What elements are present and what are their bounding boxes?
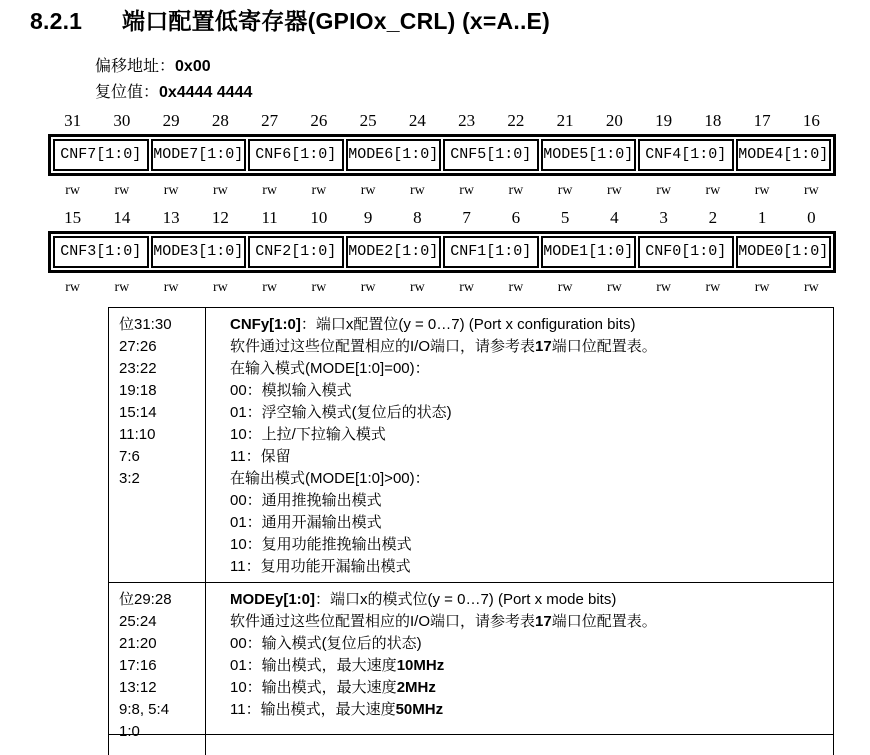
reset-value-label: 复位值： xyxy=(95,84,160,101)
bit-number: 23 xyxy=(458,111,476,130)
bit-number: 7 xyxy=(462,208,471,227)
text-segment: ：端口x配置位(y = 0…7) (Port x configuration bits) xyxy=(300,316,636,333)
bit-number: 10 xyxy=(310,208,328,227)
bit-range-line: 9:8, 5:4 xyxy=(119,701,170,718)
bit-field-cell: CNF4[1:0] xyxy=(638,139,734,171)
text-segment: MODEy[1:0] xyxy=(230,591,316,608)
bit-range-line: 位29:28 xyxy=(119,591,172,608)
description-line xyxy=(230,424,833,446)
page-title: 端口配置低寄存器(GPIOx_CRL) (x=A..E) xyxy=(122,8,550,34)
access-label: rw xyxy=(606,280,622,295)
text-segment: 端口位配置表。 xyxy=(551,613,657,630)
access-label: rw xyxy=(606,183,622,198)
access-label: rw xyxy=(705,183,721,198)
description-line xyxy=(230,556,833,578)
bit-number: 3 xyxy=(659,208,668,227)
access-label: rw xyxy=(754,280,770,295)
bit-field-cell: CNF5[1:0] xyxy=(443,139,539,171)
access-label: rw xyxy=(65,280,81,295)
description-row-partial xyxy=(109,735,833,755)
access-label: rw xyxy=(212,183,228,198)
description-line xyxy=(230,336,833,358)
bit-field-cell: CNF6[1:0] xyxy=(248,139,344,171)
access-label: rw xyxy=(754,183,770,198)
access-label: rw xyxy=(360,183,376,198)
bit-range-line: 19:18 xyxy=(119,382,157,399)
bit-number: 2 xyxy=(708,208,718,227)
description-line xyxy=(230,358,833,380)
bit-field-cell: CNF7[1:0] xyxy=(53,139,149,171)
bit-number: 26 xyxy=(310,111,328,130)
text-segment: 在输出模式(MODE[1:0]>00)： xyxy=(230,470,430,487)
text-segment: 11：保留 xyxy=(230,448,291,465)
access-label: rw xyxy=(163,183,179,198)
bit-number: 18 xyxy=(704,111,722,130)
bit-range-line: 25:24 xyxy=(119,613,157,630)
text-segment: 17 xyxy=(535,613,552,630)
access-label: rw xyxy=(459,280,475,295)
bit-number: 17 xyxy=(753,111,771,130)
bit-number: 29 xyxy=(162,111,180,130)
bit-number: 21 xyxy=(556,111,574,130)
description-line xyxy=(230,699,833,721)
text-segment: 端口位配置表。 xyxy=(551,338,657,355)
bit-number: 8 xyxy=(413,208,422,227)
offset-address-line xyxy=(95,54,870,80)
access-label: rw xyxy=(114,280,130,295)
bit-fields-row-high xyxy=(48,134,836,176)
description-line xyxy=(230,512,833,534)
description-line xyxy=(230,611,833,633)
bit-range-line: 21:20 xyxy=(119,635,157,652)
bit-number: 22 xyxy=(507,111,525,130)
text-segment: 17 xyxy=(535,338,552,355)
bit-number: 12 xyxy=(211,208,229,227)
access-label: rw xyxy=(656,183,672,198)
bit-number: 27 xyxy=(261,111,279,130)
text-segment: 软件通过这些位配置相应的I/O端口，请参考表 xyxy=(230,613,536,630)
access-label: rw xyxy=(262,183,278,198)
description-line xyxy=(230,314,833,336)
bit-number: 15 xyxy=(64,208,82,227)
bit-number: 5 xyxy=(560,208,570,227)
bit-field-cell: MODE0[1:0] xyxy=(736,236,832,268)
bit-field-cell: MODE4[1:0] xyxy=(736,139,832,171)
text-segment: ：端口x的模式位(y = 0…7) (Port x mode bits) xyxy=(315,591,617,608)
access-label: rw xyxy=(656,280,672,295)
text-segment: 10：上拉/下拉输入模式 xyxy=(230,426,386,443)
description-row xyxy=(109,583,833,740)
bit-range-line: 17:16 xyxy=(119,657,157,674)
bit-ranges-cell xyxy=(109,308,206,582)
text-segment: 11：输出模式，最大速度 xyxy=(230,701,396,718)
bit-fields-row-low xyxy=(48,231,836,273)
bit-field-cell: CNF0[1:0] xyxy=(638,236,734,268)
access-label: rw xyxy=(409,280,425,295)
access-row-high xyxy=(48,183,836,199)
description-line xyxy=(230,446,833,468)
access-label: rw xyxy=(311,280,327,295)
bit-ranges-cell xyxy=(109,583,206,740)
register-meta xyxy=(95,54,870,106)
register-bit-diagram xyxy=(48,112,836,296)
access-label: rw xyxy=(212,280,228,295)
text-segment: 00：模拟输入模式 xyxy=(230,382,352,399)
offset-address-label: 偏移地址： xyxy=(95,58,176,75)
text-segment: 50MHz xyxy=(395,701,444,718)
reset-value-line xyxy=(95,80,870,106)
bit-number: 11 xyxy=(261,208,278,227)
bit-number: 20 xyxy=(605,111,623,130)
description-cell xyxy=(206,735,833,755)
access-row-low xyxy=(48,280,836,296)
reset-value-value: 0x4444 4444 xyxy=(159,84,253,101)
field-description-table xyxy=(108,307,834,755)
bit-range-line: 7:6 xyxy=(119,448,140,465)
bit-number: 30 xyxy=(113,111,131,130)
bit-number: 31 xyxy=(64,111,82,130)
bit-number: 1 xyxy=(757,208,767,227)
bit-number: 13 xyxy=(162,208,180,227)
text-segment: 11：复用功能开漏输出模式 xyxy=(230,558,411,575)
description-line xyxy=(230,534,833,556)
bit-range-line: 位31:30 xyxy=(119,316,172,333)
bit-field-cell: MODE1[1:0] xyxy=(541,236,637,268)
bit-number: 14 xyxy=(113,208,131,227)
text-segment: 00：输入模式(复位后的状态) xyxy=(230,635,422,652)
description-line xyxy=(230,468,833,490)
access-label: rw xyxy=(163,280,179,295)
bit-field-cell: CNF3[1:0] xyxy=(53,236,149,268)
access-label: rw xyxy=(311,183,327,198)
description-line xyxy=(230,402,833,424)
bit-number: 4 xyxy=(610,208,619,227)
bit-range-line: 1:0 xyxy=(119,723,140,740)
text-segment: CNFy[1:0] xyxy=(230,316,301,333)
access-label: rw xyxy=(459,183,475,198)
bit-field-cell: MODE6[1:0] xyxy=(346,139,442,171)
bit-number: 0 xyxy=(807,208,816,227)
bit-number: 24 xyxy=(408,111,426,130)
section-number: 8.2.1 xyxy=(30,8,83,34)
access-label: rw xyxy=(803,183,819,198)
access-label: rw xyxy=(409,183,425,198)
access-label: rw xyxy=(508,183,524,198)
section-heading xyxy=(30,8,870,34)
text-segment: 01：浮空输入模式(复位后的状态) xyxy=(230,404,452,421)
text-segment: 01：输出模式，最大速度 xyxy=(230,657,397,674)
bit-range-line: 3:2 xyxy=(119,470,140,487)
bit-number: 28 xyxy=(211,111,229,130)
bit-number: 9 xyxy=(363,208,373,227)
description-line xyxy=(230,633,833,655)
bit-field-cell: MODE2[1:0] xyxy=(346,236,442,268)
text-segment: 00：通用推挽输出模式 xyxy=(230,492,382,509)
bit-number: 6 xyxy=(511,208,521,227)
bit-ranges-cell xyxy=(109,735,206,755)
bit-numbers-row-low xyxy=(48,209,836,227)
bit-field-cell: MODE5[1:0] xyxy=(541,139,637,171)
description-line xyxy=(230,589,833,611)
bit-field-cell: MODE3[1:0] xyxy=(151,236,247,268)
bit-numbers-row-high xyxy=(48,112,836,130)
text-segment: 10：输出模式，最大速度 xyxy=(230,679,397,696)
bit-range-line: 15:14 xyxy=(119,404,157,421)
access-label: rw xyxy=(65,183,81,198)
text-segment: 10MHz xyxy=(396,657,445,674)
access-label: rw xyxy=(360,280,376,295)
text-segment: 软件通过这些位配置相应的I/O端口，请参考表 xyxy=(230,338,536,355)
bit-number: 19 xyxy=(655,111,673,130)
bit-range-line: 27:26 xyxy=(119,338,157,355)
description-row xyxy=(109,308,833,583)
offset-address-value: 0x00 xyxy=(175,58,211,75)
bit-number: 25 xyxy=(359,111,377,130)
description-line xyxy=(230,677,833,699)
text-segment: 01：通用开漏输出模式 xyxy=(230,514,382,531)
access-label: rw xyxy=(705,280,721,295)
description-line xyxy=(230,655,833,677)
access-label: rw xyxy=(114,183,130,198)
description-cell xyxy=(206,308,833,582)
bit-range-line: 23:22 xyxy=(119,360,157,377)
description-line xyxy=(230,380,833,402)
bit-range-line: 11:10 xyxy=(119,426,156,443)
bit-number: 16 xyxy=(802,111,820,130)
text-segment: 10：复用功能推挽输出模式 xyxy=(230,536,412,553)
text-segment: 2MHz xyxy=(396,679,436,696)
text-segment: 在输入模式(MODE[1:0]=00)： xyxy=(230,360,430,377)
description-cell xyxy=(206,583,833,734)
access-label: rw xyxy=(803,280,819,295)
bit-field-cell: MODE7[1:0] xyxy=(151,139,247,171)
bit-field-cell: CNF2[1:0] xyxy=(248,236,344,268)
bit-range-line: 13:12 xyxy=(119,679,157,696)
access-label: rw xyxy=(557,183,573,198)
bit-field-cell: CNF1[1:0] xyxy=(443,236,539,268)
description-line xyxy=(230,490,833,512)
access-label: rw xyxy=(262,280,278,295)
access-label: rw xyxy=(557,280,573,295)
access-label: rw xyxy=(508,280,524,295)
